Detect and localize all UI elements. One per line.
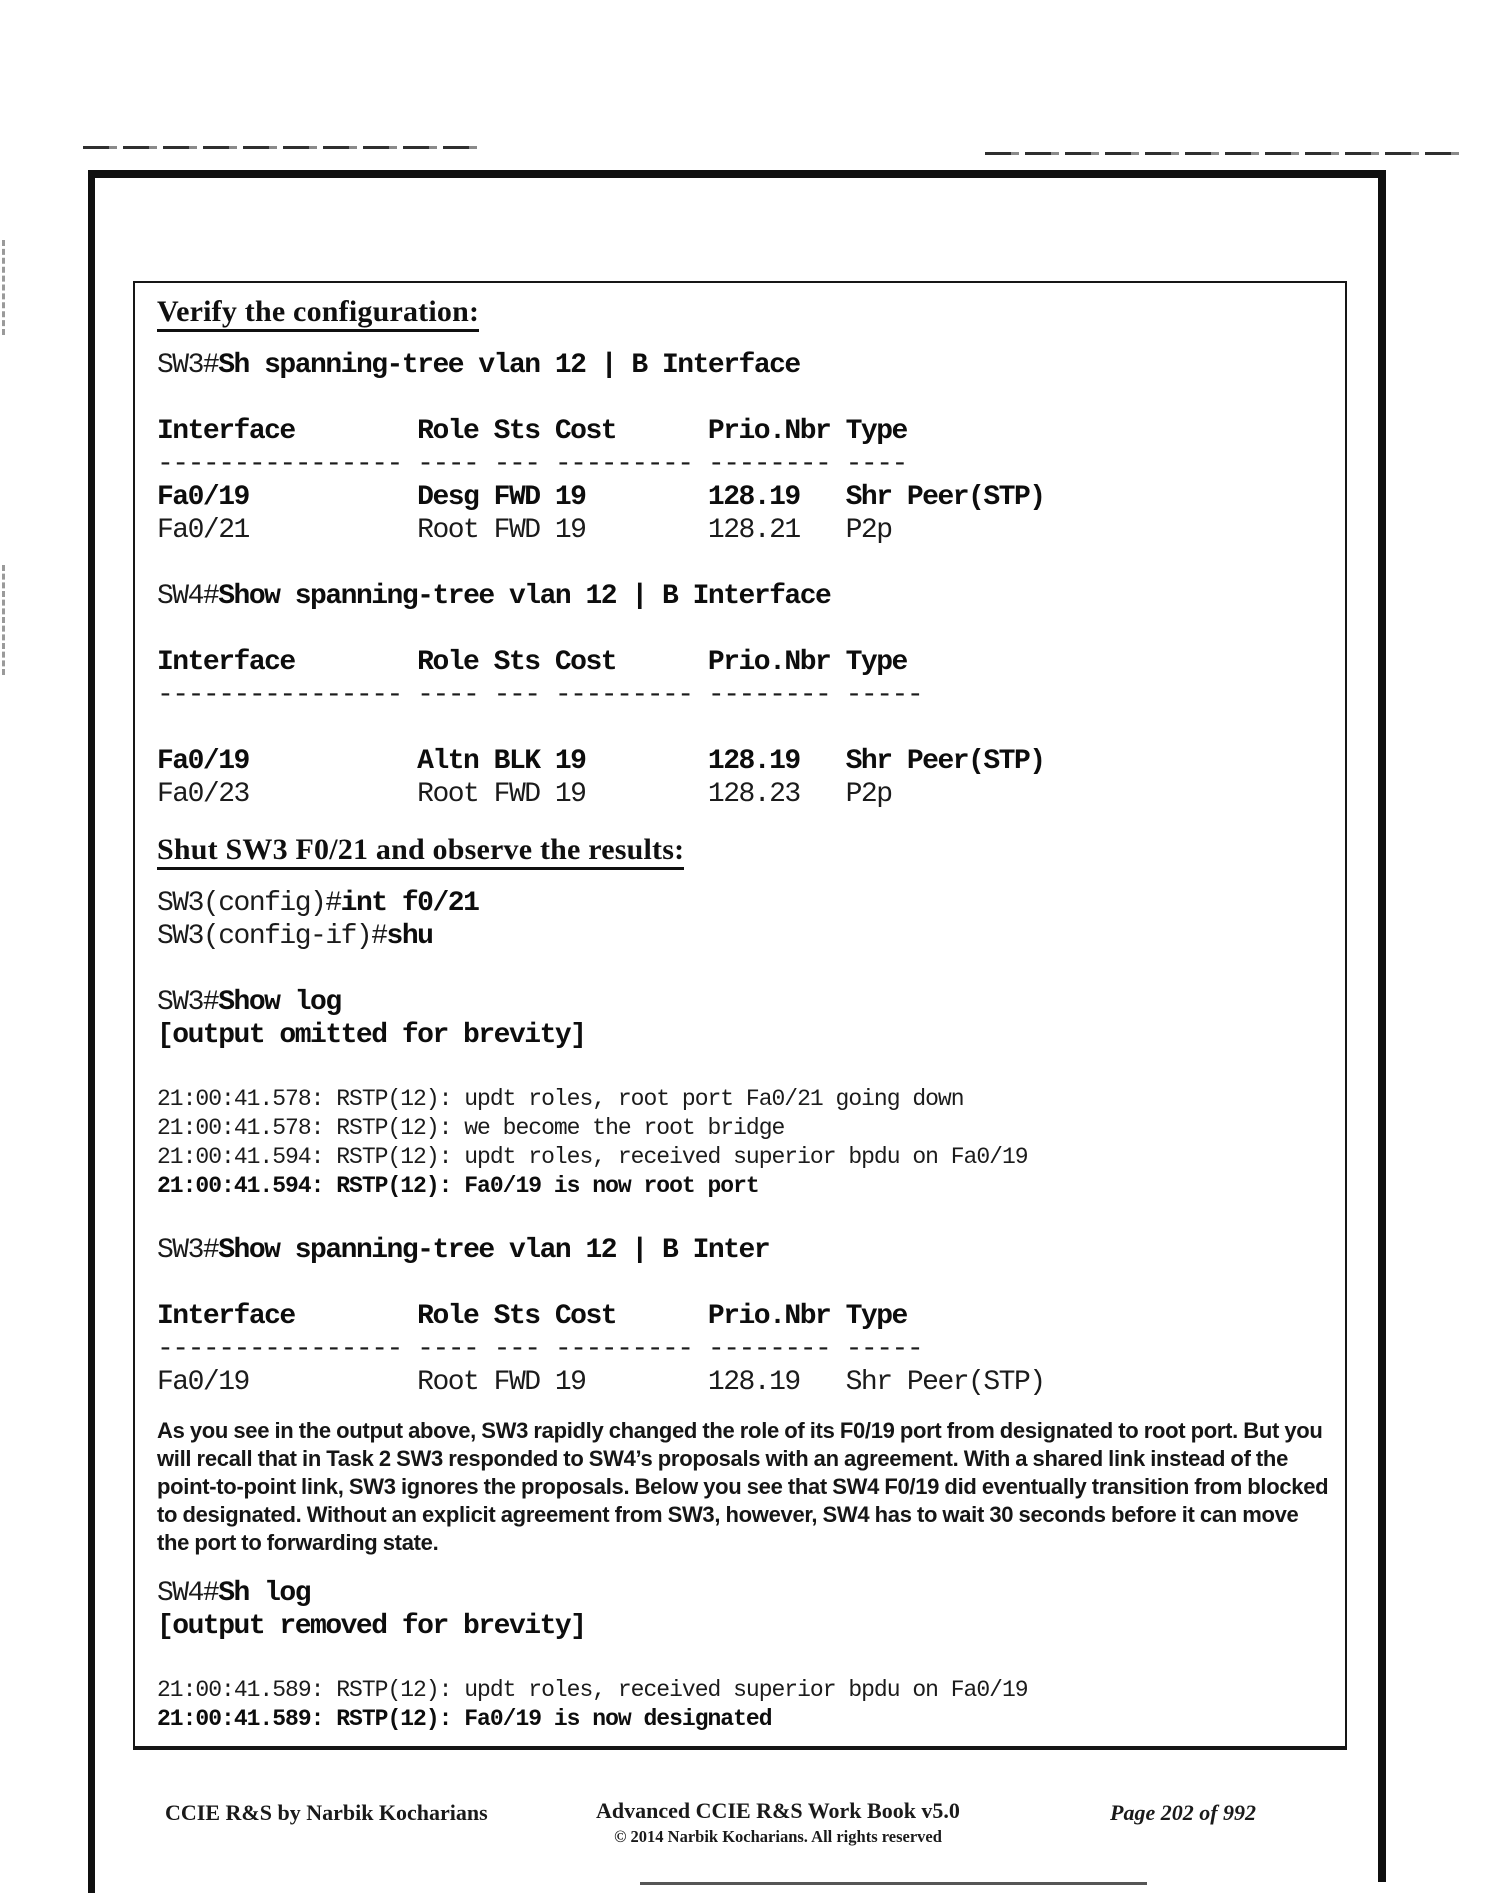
console-line: 21:00:41.594: RSTP(12): Fa0/19 is now root port <box>157 1173 759 1199</box>
console-line: Fa0/21 Root FWD 19 128.21 P2p <box>157 515 892 546</box>
console-line: 21:00:41.578: RSTP(12): updt roles, root port Fa0/21 going down <box>157 1086 964 1112</box>
console-output-sw4-log <box>157 1577 1325 1734</box>
console-line <box>157 382 1325 415</box>
console-line: SW4#Sh log <box>157 1578 311 1609</box>
footer-page-number: Page 202 of 992 <box>1110 1800 1257 1825</box>
footer-book-title-line: Advanced CCIE R&S Work Book v5.0 <box>596 1798 960 1823</box>
page-footer <box>88 1798 1386 1858</box>
page-border-top <box>88 170 1386 178</box>
console-line: Fa0/19 Root FWD 19 128.19 Shr Peer(STP) <box>157 1367 1045 1398</box>
section-heading-verify <box>157 295 1325 329</box>
footer-copyright: © 2014 Narbik Kocharians. All rights reserved <box>614 1827 942 1846</box>
console-line <box>157 953 1325 986</box>
console-line: Interface Role Sts Cost Prio.Nbr Type <box>157 416 907 447</box>
console-line: 21:00:41.589: RSTP(12): Fa0/19 is now designated <box>157 1706 772 1732</box>
console-line <box>157 1052 1325 1085</box>
scan-artifact-line-right <box>985 152 1463 155</box>
console-line: SW3(config-if)#shu <box>157 921 433 952</box>
console-output-sw3-log <box>157 887 1325 1399</box>
console-line: ---------------- ---- --- --------- -------- ---- <box>157 449 907 480</box>
console-line <box>157 1201 1325 1234</box>
console-line: Fa0/23 Root FWD 19 128.23 P2p <box>157 779 892 810</box>
footer-book-title <box>558 1798 998 1847</box>
explanation-paragraph: As you see in the output above, SW3 rapidly changed the role of its F0/19 port from designated to root port. But you will recall that in Task 2 SW3 responded to SW4’s proposals with an agreement. With a shared link instead of the point-to-point link, SW3 ignores the proposals. Below you see that SW4 F0/19 did eventually transition from blocked to designated. Without an explicit agreement from SW3, however, SW4 has to wait 30 seconds before it can move the port to forwarding state. <box>157 1418 1329 1555</box>
section-heading-shut-text: Shut SW3 F0/21 and observe the results: <box>157 833 684 870</box>
console-line: SW3#Sh spanning-tree vlan 12 | B Interface <box>157 350 800 381</box>
console-line: [output removed for brevity] <box>157 1611 586 1642</box>
console-line: Fa0/19 Altn BLK 19 128.19 Shr Peer(STP) <box>157 746 1045 777</box>
scan-artifact-line-left <box>83 146 478 149</box>
page-border-right <box>1378 170 1386 1882</box>
console-line: ---------------- ---- --- --------- -------- ----- <box>157 680 923 711</box>
console-line: 21:00:41.594: RSTP(12): updt roles, received superior bpdu on Fa0/19 <box>157 1144 1028 1170</box>
console-line: 21:00:41.589: RSTP(12): updt roles, received superior bpdu on Fa0/19 <box>157 1677 1028 1703</box>
console-line <box>157 547 1325 580</box>
console-line <box>157 613 1325 646</box>
console-line: 21:00:41.578: RSTP(12): we become the root bridge <box>157 1115 785 1141</box>
console-line: SW3(config)#int f0/21 <box>157 888 479 919</box>
section-heading-shut <box>157 833 1325 867</box>
console-line: ---------------- ---- --- --------- -------- ----- <box>157 1334 923 1365</box>
console-line <box>157 712 1325 745</box>
console-output-spanning-tree <box>157 349 1325 811</box>
console-line: Interface Role Sts Cost Prio.Nbr Type <box>157 1301 907 1332</box>
console-line: SW3#Show spanning-tree vlan 12 | B Inter <box>157 1235 770 1266</box>
console-line <box>157 1267 1325 1300</box>
console-line: [output omitted for brevity] <box>157 1020 586 1051</box>
scan-artifact-edge-mark <box>2 565 5 675</box>
section-heading-verify-text: Verify the configuration: <box>157 295 479 332</box>
console-line <box>157 1643 1325 1676</box>
scan-artifact-edge-mark <box>2 240 5 335</box>
console-line: SW4#Show spanning-tree vlan 12 | B Interface <box>157 581 831 612</box>
page-border-bottom-partial <box>640 1882 1147 1885</box>
console-line: Interface Role Sts Cost Prio.Nbr Type <box>157 647 907 678</box>
console-line: Fa0/19 Desg FWD 19 128.19 Shr Peer(STP) <box>157 482 1045 513</box>
footer-author: CCIE R&S by Narbik Kocharians <box>165 1800 488 1825</box>
content-box <box>133 281 1347 1750</box>
console-line: SW3#Show log <box>157 987 341 1018</box>
page-border-left <box>88 170 95 1893</box>
